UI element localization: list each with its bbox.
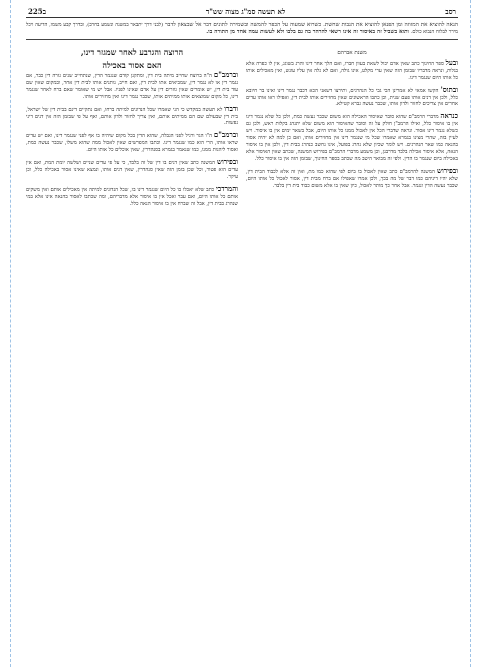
paragraph bbox=[26, 159, 238, 181]
paragraph-lead: ודברו bbox=[224, 103, 238, 113]
paragraph bbox=[246, 165, 458, 190]
paragraph-text: ספר החינוך כתב שאין אדם יכול לשאת בעוון חברו, ואם הלך אחר דינו והרג בשוגג, אין לו כפרה אלא בגלות, ונראה מדבריו שבזמן הזה שאין ערי מקלט, אינו גולה, ואם לא גלה אין עליו עונש, ואין מאכילים אותו כל אותו היום שנגמר דינו. bbox=[246, 60, 458, 81]
paragraph-lead: ובפירוש bbox=[217, 157, 238, 167]
paragraph-text: כתב שלא יאכלו בו כל היום שנגמר דינו בו, שכל הנדונים למיתה אין מאכילים אותם ואין משקים אותם כל אותו היום, ואם עבר ואכל אין בו איסור אלא מדבריהם, ומה שכתבו לאסור בהנאה אינו אלא במי שנהרג בבית דין, אבל זה שברח אין בו איסור הנאה כלל. bbox=[26, 186, 238, 207]
intro-small: (לבני דרך יתבאר במשנה ונשמע בחרב), ובדרך קבע משמו, הדיעה ויכל מירר לבלוח הנבוא כולם. bbox=[26, 22, 458, 35]
running-title: לא תעשה סמ"ג מצוה שש"ד bbox=[205, 6, 286, 16]
right-margin-line bbox=[470, 0, 471, 667]
intro-text bbox=[26, 22, 458, 40]
paragraph bbox=[246, 113, 458, 162]
paragraph-lead: ובעל bbox=[445, 57, 459, 67]
paragraph-lead: וברמב"ם bbox=[213, 130, 238, 140]
paragraph bbox=[26, 72, 238, 101]
left-margin-line bbox=[10, 0, 11, 667]
column-subtitle: משנת אברהם bbox=[337, 50, 367, 56]
intro-bold: ותוא בשביל זה באיסור זה אינו רשאי להרהר בה גם בלבו ולא לעשות עמה אחד מן התורה בו. bbox=[206, 29, 409, 35]
intro-main: הנאה להוציא את המזוזה ומן הפנאן להוציא את הנבות שחשת. כשרוא שמעוה על הכפר להמשה ובשמירה לתונים דבר אל שבצאון לדבר bbox=[165, 22, 459, 28]
paragraph-lead: וברמב"ם bbox=[213, 70, 238, 79]
book-page bbox=[26, 6, 458, 656]
paragraph-lead: ובפירוש bbox=[437, 165, 458, 175]
paragraph-text: לא תעשה במקדש כי הני שאמרו שכל הנדונים למיתה ברחו, ואם נתקיים דינם בבית דין של ישראל, בית דין שבעולם שם הם ממיתים אותם, ואין צריך לחזור ולדון אותם, ואף על פי שבזמן הזה אין דנים דיני נפשות. bbox=[26, 106, 238, 127]
paragraph-text: הקשו אמאי לא אמרינן הכי גבי כל הנהרגים, ותירצו דשאני הכא דכבר נגמר דינו ואינו בר חיובא כלל, ולכן אין דנים אותו פעם שנית, וכן כתבו הראשונים שאין מחזירים אותו לבית דין, ואפילו ראו אותו עדים אחרים אין צריכים לחזור ולדון אותו, שכבר נעשה גברא קטילא. bbox=[246, 87, 458, 108]
paragraph bbox=[26, 103, 238, 128]
left-column bbox=[26, 44, 238, 213]
paragraph-text: המשנה כתב שאין דנים בו דין של זה בלבד, כי על פי עדים שניים ושלשה יומת המת, ואם אין עדים הוא פטור, וכל שכן בזמן הזה שאין סנהדרין, שאין דנים אותו, ונמצא שאינו אסור באכילה כלל, וכן עיקר. bbox=[26, 160, 238, 180]
section-title: הרוצה והגרבע לאחר שמגזר דינו, bbox=[80, 47, 184, 57]
paragraph bbox=[246, 84, 458, 109]
paragraph-text: המשנה להרמב"ם כתב שאין לאכול בו ביום לפי שהוא כמו מת, ואין זה אלא לכבוד הבית דין, שלא יהיו דיניהם כמו דבר של מה בכך, ולכן אמרו שאפילו אם ברח מבית דין, אסור לאכול כל אותו היום, שכבר נעשה הדין ונגמר. אבל אחר כך מותר לאכול, כיון שאין בו אלא משום כבוד בית דין בלבד. bbox=[246, 168, 458, 189]
right-column bbox=[246, 44, 458, 213]
section-title-2: האם אסור באכילה bbox=[102, 60, 162, 70]
paragraph-lead: כנראה bbox=[440, 111, 458, 121]
paragraph-lead: והמרדכי bbox=[215, 183, 239, 193]
two-columns bbox=[26, 44, 458, 213]
paragraph bbox=[26, 132, 238, 154]
paragraph-lead: ובתוס' bbox=[440, 84, 458, 94]
page-number: רסב bbox=[445, 6, 456, 16]
paragraph-text: ה"ו הגר ורגיל לפני הגבלה, שהוא הדין בכל מקום שיהיה בו אף לפני שנגמר דינו, ואם יש עדים שראו אותו, הרי הוא כמו שנגמר דינו. וכתבו המפרשים שאין לאכול ממה שהוא משלו, שכבר נעשה כמת, ואסור ליהנות ממנו, כמו שנאמר בגמרא בסנהדרין, שאין אוכלים כל אותו היום. bbox=[26, 133, 238, 154]
paragraph bbox=[246, 57, 459, 82]
page-code: ב225 bbox=[28, 6, 46, 16]
paragraph-text: מדברי הרמב"ם שהוא סובר שאיסור האכילה הוא משום שכבר נעשה כמת, ולכן כל שלא נגמר דינו אין בו איסור כלל, ואילו הרמב"ן חולק על זה וסובר שהאיסור הוא משום שלא יתנהג בקלות ראש, ולכן גם כשלא נגמר דינו אסור. ונראה שדברי הכל אין לאכול ממנו כל אותו היום, אבל בשאר ימים אין בו איסור. ויש לעיין בזה, שהרי מצינו בגמרא שאמרו שכל מי שנגמר דינו אין מחזירים אותו, ואם כן למה לא יהיה אסור בהנאה כמו שאר הנהרגים. ויש לומר שכיון שלא נהרג בפועל, אינו נחשב כנהרג בבית דין, ולכן אין בו איסור הנאה, אלא איסור אכילה בלבד מדרבנן, וכן משמע מדברי הרמב"ם בפירוש המשנה, שכתב שאין האיסור אלא באכילה ביום שנגמר בו הדין. ולפי זה מבואר היטב מה שכתב בספר החינוך, שבזמן הזה אין בו איסור כלל. bbox=[246, 114, 458, 162]
paragraph-text: ה"ה ברוצח שחייב מיתה בית דין, ומתקנן קודם שנגמר הדין, שנתחייב שנים גזרה דין כבר, אם נגמר דין או לא נגמר דין, שמביאים אתו לבית דין, ואם חייב, נותנים אותו לבית דין אחר, ובמקום שאין שם עוד בית דין, יש אומרים שאין גוזרים דין על אדם שאינו לפניו. אבל יש מי שאומר שאם ברח לאחר שנגמר דינו, כל מקום שמוצאים אותו ממיתים אותו, שכבר נגמר דינו ואין מחזירים אותו. bbox=[26, 73, 238, 100]
page-header bbox=[26, 6, 458, 18]
paragraph bbox=[26, 183, 239, 208]
